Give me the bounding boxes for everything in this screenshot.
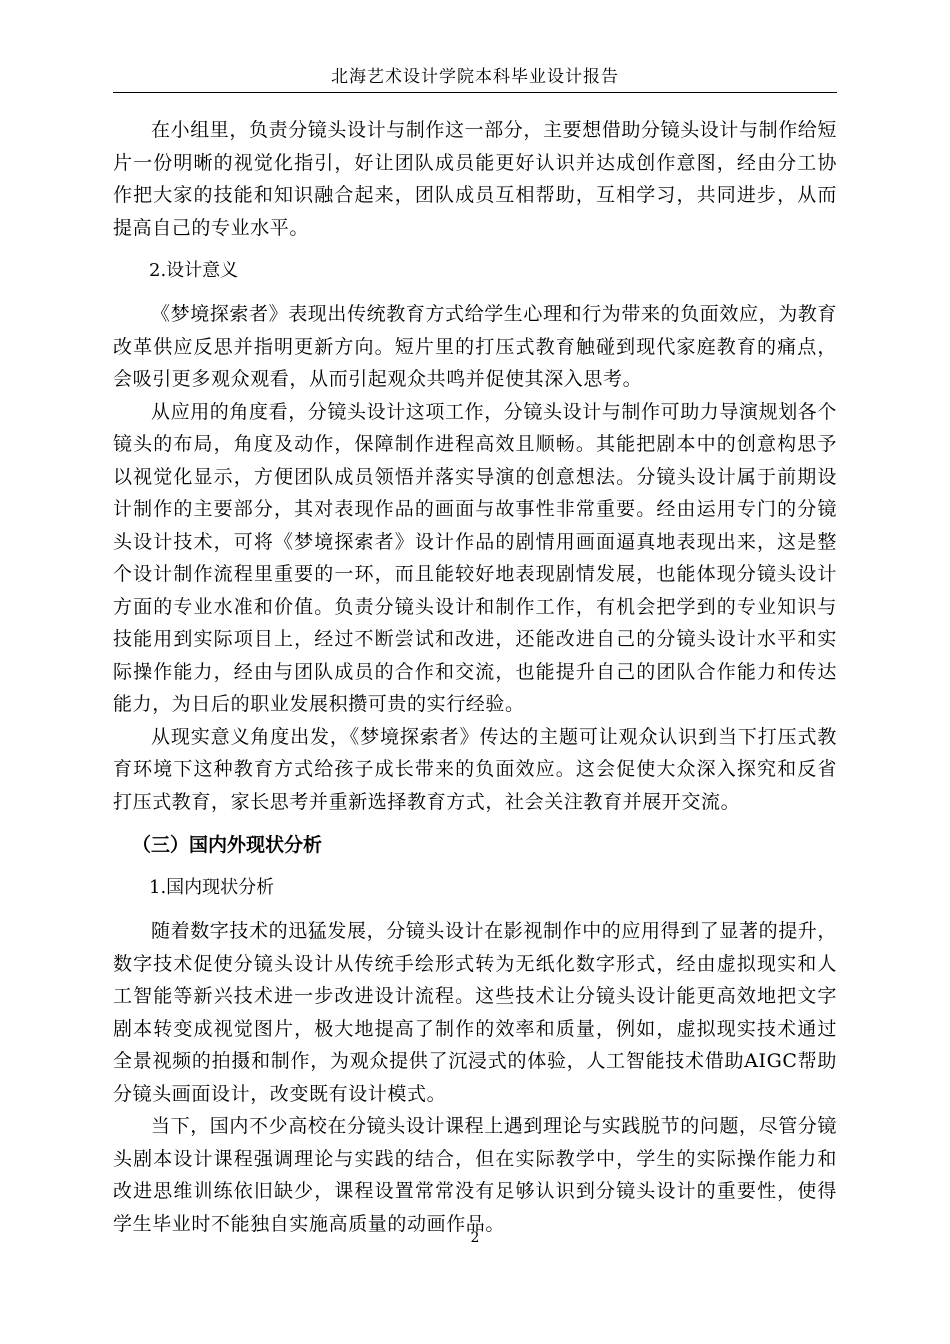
header-divider — [113, 92, 837, 93]
paragraph: 当下，国内不少高校在分镜头设计课程上遇到理论与实践脱节的问题，尽管分镜头剧本设计课程强调理论与实践的结合，但在实际教学中，学生的实际操作能力和改进思维训练依旧缺少，课程设置常常没有足够认识到分镜头设计的重要性，使得学生毕业时不能独自实施高质量的动画作品。 — [113, 1115, 838, 1235]
paragraph: 从现实意义角度出发，《梦境探索者》传达的主题可让观众认识到当下打压式教育环境下这种教育方式给孩子成长带来的负面效应。这会促使大众深入探究和反省打压式教育，家长思考并重新选择教育方式，社会关注教育并展开交流。 — [113, 725, 837, 813]
subsection-heading: 2.设计意义 — [149, 260, 239, 281]
page-number: 2 — [470, 1230, 480, 1246]
section-heading: （三）国内外现状分析 — [132, 834, 323, 856]
paragraph: 随着数字技术的迅猛发展，分镜头设计在影视制作中的应用得到了显著的提升，数字技术促使分镜头设计从传统手绘形式转为无纸化数字形式，经由虚拟现实和人工智能等新兴技术进一步改进设计流程。这些技术让分镜头设计能更高效地把文字剧本转变成视觉图片，极大地提高了制作的效率和质量，例如，虚拟现实技术通过全景视频的拍摄和制作，为观众提供了沉浸式的体验，人工智能技术借助AIGC帮助分镜头画面设计，改变既有设计模式。 — [113, 920, 838, 1105]
body-content — [113, 114, 837, 1240]
subsection-heading: 1.国内现状分析 — [149, 877, 275, 898]
page-header-title: 北海艺术设计学院本科毕业设计报告 — [331, 67, 619, 87]
paragraph: 在小组里，负责分镜头设计与制作这一部分，主要想借助分镜头设计与制作给短片一份明晰的视觉化指引，好让团队成员能更好认识并达成创作意图，经由分工协作把大家的技能和知识融合起来，团队成员互相帮助，互相学习，共同进步，从而提高自己的专业水平。 — [113, 119, 838, 239]
paragraph: 《梦境探索者》表现出传统教育方式给学生心理和行为带来的负面效应，为教育改革供应反思并指明更新方向。短片里的打压式教育触碰到现代家庭教育的痛点，会吸引更多观众观看，从而引起观众共鸣并促使其深入思考。 — [113, 303, 838, 390]
paragraph: 从应用的角度看，分镜头设计这项工作，分镜头设计与制作可助力导演规划各个镜头的布局，角度及动作，保障制作进程高效且顺畅。其能把剧本中的创意构思予以视觉化显示，方便团队成员领悟并落实导演的创意想法。分镜头设计属于前期设计制作的主要部分，其对表现作品的画面与故事性非常重要。经由运用专门的分镜头设计技术，可将《梦境探索者》设计作品的剧情用画面逼真地表现出来，这是整个设计制作流程里重要的一环，而且能较好地表现剧情发展，也能体现分镜头设计方面的专业水准和价值。负责分镜头设计和制作工作，有机会把学到的专业知识与技能用到实际项目上，经过不断尝试和改进，还能改进自己的分镜头设计水平和实际操作能力，经由与团队成员的合作和交流，也能提升自己的团队合作能力和传达能力，为日后的职业发展积攒可贵的实行经验。 — [113, 400, 838, 715]
